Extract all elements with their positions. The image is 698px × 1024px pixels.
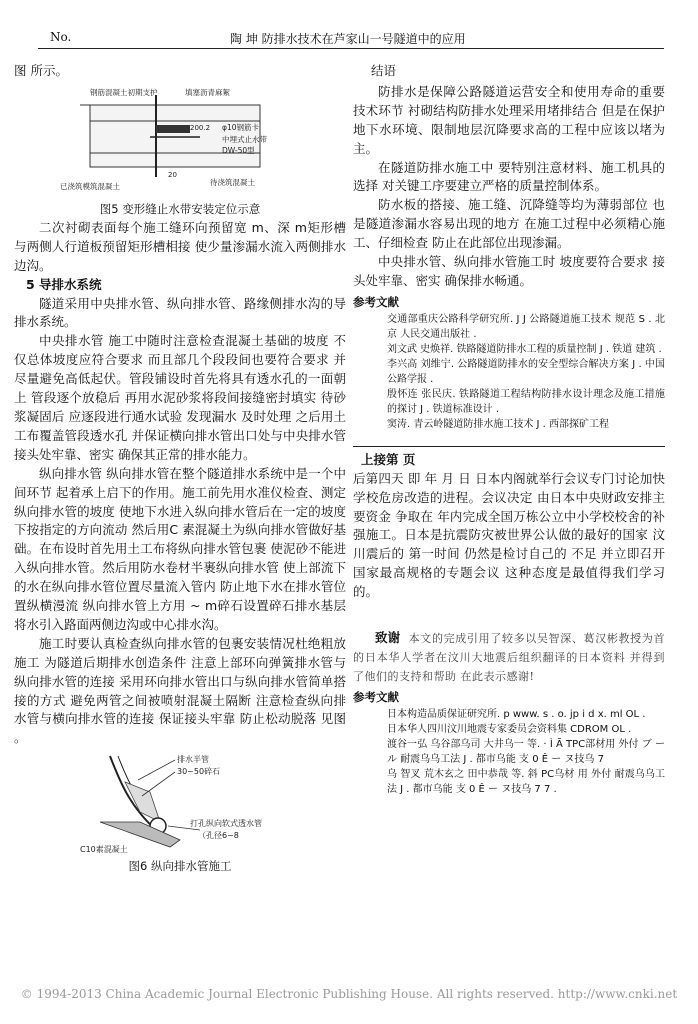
paragraph-inspection: 施工时要认真检查纵向排水管的包裹安装情况杜绝粗放施工 为隧道后期排水创造条件 注意上部环向弹簧排水管与纵向排水管的连接 采用环向排水管出口与纵向排水管简单搭接的方式 避免两管之间被喷射混凝土隔断 注意检查纵向排水管与横向排水管的连接 保证接头牢靠 防止松动脱落 见图 。: [14, 635, 346, 746]
header-rule: [38, 48, 664, 49]
references-heading: 参考文献: [353, 294, 399, 309]
figure-5-drawing: [60, 85, 300, 195]
fig5-label-8: 已浇筑模筑混凝土: [60, 181, 120, 191]
paragraph-drainage-system: 隧道采用中央排水管、纵向排水管、路缘侧排水沟的导排水系统。: [14, 295, 346, 330]
reference-item: 殷怀连 张民庆. 铁路隧道工程结构防排水设计理念及施工措施的探讨 J . 铁道标准设计 .: [387, 388, 665, 415]
references-2-heading: 参考文献: [353, 690, 399, 705]
conclusion-3: 防水板的搭接、施工缝、沉降缝等均为薄弱部位 也是隧道渗漏水容易出现的地方 在施工过程中必须精心施工、仔细检查 防止在此部位出现渗漏。: [353, 197, 665, 251]
acknowledgement-label: 致谢: [375, 630, 401, 646]
figure-5-caption: 图5 变形缝止水带安装定位示意: [99, 201, 261, 216]
reference-2-item: 日本华人四川汶川地震专家委员会资料集 CDROM OL .: [387, 723, 632, 735]
reference-item: 窦涛. 青云岭隧道防排水施工技术 J . 西部探矿工程: [387, 418, 610, 430]
reference-item: 李兴高 刘维宁. 公路隧道防排水的安全型综合解决方案 J . 中国公路学报 .: [387, 358, 665, 385]
figure-6-caption: 图6 纵向排水管施工: [128, 859, 232, 874]
left-column: [14, 62, 346, 874]
fig5-label-1: 钢筋混凝土初期支护: [90, 87, 158, 97]
right-column: [353, 62, 665, 797]
figure-6-drawing: [80, 752, 280, 856]
paragraph-central-drain: 中央排水管 施工中随时注意检查混凝土基础的坡度 不仅总体坡度应符合要求 而且部几个段段间也要符合要求 并尽量避免高低起伏。管段铺设时首先将具有透水孔的一面朝上 管段逐个放稳后 再用水泥砂浆将段间接缝密封填实 待砂浆凝固后 应逐段进行通水试验 发现漏水 及时处理 之后用土工布覆盖管段透水孔 并保证横向排水管出口处与中央排水管接头处牢靠、密实 确保其正常的排水能力。: [14, 333, 346, 462]
page-number-label: No.: [50, 30, 72, 44]
fig5-label-2: 填塞沥青麻絮: [185, 87, 230, 97]
reference-2-item: 渡谷一弘 乌谷部乌司 大井乌一 等. · Ì Ã TPC部材用 外付 ブ ー ル 耐震乌乌工法 J . 都市乌能 支 0 Ê ー ヌ技乌 7: [387, 738, 665, 765]
conclusion-heading: 结语: [371, 63, 397, 78]
fig6-label-1: 排水半管: [177, 755, 209, 765]
page-header: [0, 0, 698, 48]
continued-from-label: 上接第 页: [361, 451, 416, 467]
fig5-label-7: 20: [168, 170, 177, 179]
acknowledgement: [353, 628, 665, 686]
running-title: 陶 坤 防排水技术在芦家山一号隧道中的应用: [230, 32, 466, 46]
conclusion-2: 在隧道防排水施工中 要特别注意材料、施工机具的选择 对关键工序要建立严格的质量控制体系。: [353, 159, 665, 194]
conclusion-4: 中央排水管、纵向排水管施工时 坡度要符合要求 接头处牢靠、密实 确保排水畅通。: [353, 254, 665, 288]
fig5-label-4: φ10钢筋卡: [222, 122, 259, 132]
section-5-heading: 5 导排水系统: [26, 276, 102, 292]
paragraph-construction-joint: 二次衬砌表面每个施工缝环向预留宽 m、深 m矩形槽 与两侧人行道板预留矩形槽相接 使少量渗漏水流入两侧排水边沟。: [14, 219, 346, 273]
reference-2-item: 日本构造品质保证研究所. p www. s . o. jp i d x. ml OL .: [387, 708, 646, 720]
reference-2-item: 乌 智叉 荒木玄之 田中恭哉 等. 斜 PC乌材 用 外付 耐震乌乌工法 J . 都市乌能 支 0 Ê ー ヌ技乌 7 7 .: [387, 768, 665, 795]
fig6-label-2: 30~50碎石: [177, 767, 221, 777]
intro-line: 图 所示。: [14, 63, 68, 78]
fig5-label-6: DW-50型: [222, 145, 255, 155]
fig5-label-3: 200.2: [190, 123, 211, 132]
section-divider: [353, 446, 665, 447]
continued-paragraph: 后第四天 即 年 月 日 日本内阁就举行会议专门讨论加快学校危房改造的进程。会议决定 由日本中央财政安排主要资金 争取在 年内完成全国万栋公立中小学校校舍的补强施工。日本是抗震防灾被世界公认做的最好的国家 汶川震后的 第一时间 仍然是检讨自己的 不足 并立即召开国家最高规格的专题会议 这种态度是最值得我们学习的。: [353, 470, 665, 600]
copyright-footer: © 1994-2013 China Academic Journal Electronic Publishing House. All rights reserved. http://www.cnki.net: [20, 987, 678, 1001]
fig5-label-5: 中埋式止水带: [222, 134, 267, 144]
reference-item: 交通部重庆公路科学研究所. J J 公路隧道施工技术 规范 S . 北京 人民交通出版社 .: [387, 313, 665, 340]
acknowledgement-text: 本文的完成引用了较多以吴智深、葛汉彬教授为首的日本华人学者在汶川大地震后组织翻译的日本资料 并得到了他们的支持和帮助 在此表示感谢!: [353, 632, 665, 684]
figure-6: [80, 752, 280, 856]
conclusion-1: 防排水是保障公路隧道运营安全和使用寿命的重要技术环节 衬砌结构防排水处理采用堵排结合 但是在保护地下水环境、限制地层沉降要求高的工程中应该以堵为主。: [353, 83, 665, 156]
paragraph-longitudinal-drain: 纵向排水管 纵向排水管在整个隧道排水系统中是一个中间环节 起着承上启下的作用。施工前先用水准仪检查、测定纵向排水管的坡度 使地下水进入纵向排水管后在一定的坡度下按指定的方向流动 然后用C 素混凝土为纵向排水管做好基础。在布设时首先用土工布将纵向排水管包裹 使泥砂不能进入纵向排水管。然后用防水卷材半裹纵向排水管 使上部流下的水在纵向排水管位置尽量流入管内 防止地下水在排水管位置纵横漫流 纵向排水管上方用 ~ m碎石设置碎石排水基层 将水引入路面两侧边沟或中心排水沟。: [14, 465, 346, 632]
fig6-label-4: （孔径6~8: [198, 831, 239, 841]
fig6-label-3: 打孔纵向软式透水管: [190, 819, 262, 829]
figure-5: [60, 85, 300, 195]
fig5-label-9: 待浇筑混凝土: [210, 177, 255, 187]
fig6-label-5: C10素混凝土: [80, 845, 128, 855]
reference-item: 刘文武 史焕祥. 铁路隧道防排水工程的质量控制 J . 铁道 建筑 .: [387, 343, 662, 355]
